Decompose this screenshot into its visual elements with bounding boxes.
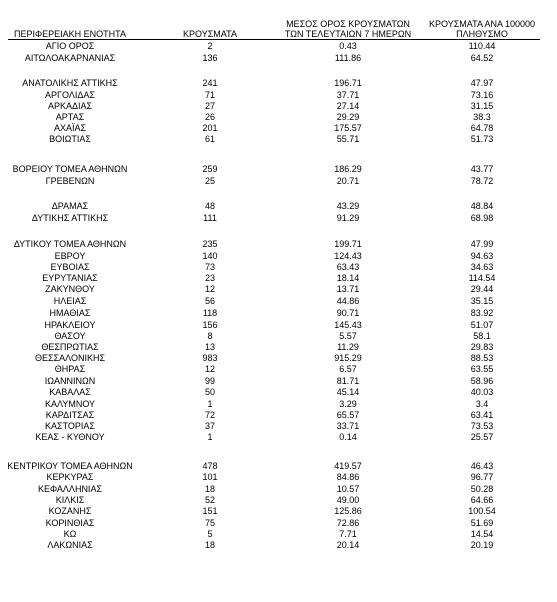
table-row	[0, 540, 557, 551]
cases-cell: 151	[202, 506, 218, 516]
cases-cell: 75	[204, 518, 215, 528]
per100k-cell: 34.63	[470, 262, 494, 272]
per100k-cell: 51.69	[470, 518, 494, 528]
avg7-cell: 55.71	[336, 134, 360, 144]
per100k-cell: 58.1	[473, 331, 491, 341]
region-cell: ΚΕΦΑΛΛΗΝΙΑΣ	[37, 484, 103, 494]
cases-cell: 156	[202, 320, 218, 330]
table-row	[0, 399, 557, 410]
cases-cell: 73	[204, 262, 215, 272]
avg7-cell: 37.71	[336, 90, 360, 100]
per100k-cell: 58.96	[470, 376, 494, 386]
avg7-cell: 0.14	[339, 432, 357, 442]
avg7-cell: 5.57	[339, 331, 357, 341]
table-row	[0, 134, 557, 145]
region-cell: ΔΥΤΙΚΟΥ ΤΟΜΕΑ ΑΘΗΝΩΝ	[13, 239, 127, 249]
region-cell: ΘΕΣΣΑΛΟΝΙΚΗΣ	[34, 353, 106, 363]
table-row	[0, 461, 557, 472]
header-region: ΠΕΡΙΦΕΡΕΙΑΚΗ ΕΝΟΤΗΤΑ	[13, 29, 127, 39]
per100k-cell: 29.44	[470, 284, 494, 294]
per100k-cell: 73.16	[470, 90, 494, 100]
per100k-cell: 114.54	[468, 273, 496, 283]
region-cell: ΛΑΚΩΝΙΑΣ	[47, 540, 93, 550]
region-cell: ΚΟΖΑΝΗΣ	[48, 506, 92, 516]
cases-cell: 136	[202, 53, 218, 63]
table-row	[0, 342, 557, 353]
table-row	[0, 308, 557, 319]
region-cell: ΚΑΒΑΛΑΣ	[49, 387, 91, 397]
cases-cell: 37	[204, 421, 215, 431]
region-cell: ΚΕΝΤΡΙΚΟΥ ΤΟΜΕΑ ΑΘΗΝΩΝ	[7, 461, 133, 471]
per100k-cell: 94.63	[470, 251, 494, 261]
region-cell: ΑΙΤΩΛΟΑΚΑΡΝΑΝΙΑΣ	[24, 53, 116, 63]
per100k-cell: 50.28	[470, 484, 494, 494]
region-cell: ΘΕΣΠΡΩΤΙΑΣ	[41, 342, 99, 352]
region-cell: ΔΥΤΙΚΗΣ ΑΤΤΙΚΗΣ	[31, 213, 109, 223]
avg7-cell: 124.43	[334, 251, 362, 261]
region-cell: ΚΙΛΚΙΣ	[55, 495, 85, 505]
region-cell: ΚΟΡΙΝΘΙΑΣ	[45, 518, 95, 528]
per100k-cell: 29.83	[470, 342, 494, 352]
table-row	[0, 273, 557, 284]
per100k-cell: 48.84	[470, 201, 494, 211]
per100k-cell: 64.52	[470, 53, 494, 63]
avg7-cell: 199.71	[334, 239, 362, 249]
region-cell: ΑΓΙΟ ΟΡΟΣ	[45, 41, 95, 51]
cases-cell: 52	[204, 495, 215, 505]
table-row	[0, 251, 557, 262]
per100k-cell: 96.77	[470, 472, 494, 482]
table-row	[0, 284, 557, 295]
cases-cell: 61	[204, 134, 215, 144]
table-row	[0, 112, 557, 123]
cases-cell: 99	[204, 376, 215, 386]
avg7-cell: 125.86	[334, 506, 362, 516]
avg7-cell: 44.86	[336, 296, 360, 306]
region-cell: ΖΑΚΥΝΘΟΥ	[45, 284, 95, 294]
cases-cell: 101	[202, 472, 218, 482]
cases-cell: 27	[204, 101, 215, 111]
cases-cell: 12	[204, 284, 215, 294]
avg7-cell: 81.71	[336, 376, 360, 386]
table-row	[0, 164, 557, 175]
table-row	[0, 331, 557, 342]
cases-cell: 18	[204, 540, 215, 550]
per100k-cell: 31.15	[470, 101, 494, 111]
per100k-cell: 47.99	[470, 239, 494, 249]
header-per100k-line2: ΠΛΗΘΥΣΜΟ	[456, 29, 508, 39]
per100k-cell: 64.78	[470, 123, 494, 133]
per100k-cell: 43.77	[470, 164, 494, 174]
region-cell: ΑΧΑΪΑΣ	[53, 123, 87, 133]
region-cell: ΙΩΑΝΝΙΝΩΝ	[44, 376, 96, 386]
per100k-cell: 25.57	[470, 432, 494, 442]
table-row	[0, 101, 557, 112]
region-cell: ΒΟΙΩΤΙΑΣ	[49, 134, 91, 144]
cases-cell: 5	[207, 529, 213, 539]
table-row	[0, 296, 557, 307]
table-row	[0, 123, 557, 134]
avg7-cell: 10.57	[336, 484, 360, 494]
per100k-cell: 83.92	[470, 308, 494, 318]
cases-cell: 259	[202, 164, 218, 174]
cases-cell: 48	[204, 201, 215, 211]
cases-cell: 118	[202, 308, 218, 318]
cases-cell: 983	[202, 353, 218, 363]
header-cases: ΚΡΟΥΣΜΑΤΑ	[183, 29, 237, 39]
region-cell: ΘΑΣΟΥ	[54, 331, 86, 341]
avg7-cell: 91.29	[336, 213, 360, 223]
avg7-cell: 72.86	[336, 518, 360, 528]
avg7-cell: 3.29	[339, 399, 357, 409]
table-row	[0, 213, 557, 224]
table-row	[0, 90, 557, 101]
region-cell: ΚΩ	[63, 529, 77, 539]
avg7-cell: 20.71	[336, 176, 360, 186]
region-cell: ΚΕΡΚΥΡΑΣ	[46, 472, 94, 482]
region-cell: ΑΡΚΑΔΙΑΣ	[47, 101, 93, 111]
avg7-cell: 175.57	[334, 123, 362, 133]
table-row	[0, 262, 557, 273]
cases-cell: 13	[204, 342, 215, 352]
cases-cell: 23	[204, 273, 215, 283]
table-row	[0, 78, 557, 89]
region-cell: ΗΡΑΚΛΕΙΟΥ	[44, 320, 96, 330]
avg7-cell: 915.29	[334, 353, 362, 363]
table-row	[0, 506, 557, 517]
region-cell: ΒΟΡΕΙΟΥ ΤΟΜΕΑ ΑΘΗΝΩΝ	[12, 164, 128, 174]
avg7-cell: 63.43	[336, 262, 360, 272]
cases-cell: 18	[204, 484, 215, 494]
table-row	[0, 472, 557, 483]
region-cell: ΗΛΕΙΑΣ	[53, 296, 87, 306]
header-rule	[8, 39, 540, 40]
table-row	[0, 529, 557, 540]
per100k-cell: 73.53	[470, 421, 494, 431]
cases-cell: 12	[204, 364, 215, 374]
avg7-cell: 20.14	[336, 540, 360, 550]
per100k-cell: 100.54	[468, 506, 496, 516]
avg7-cell: 65.57	[336, 410, 360, 420]
cases-cell: 2	[207, 41, 213, 51]
table-row	[0, 421, 557, 432]
region-cell: ΑΝΑΤΟΛΙΚΗΣ ΑΤΤΙΚΗΣ	[22, 78, 118, 88]
per100k-cell: 68.98	[470, 213, 494, 223]
table-row	[0, 353, 557, 364]
cases-cell: 235	[202, 239, 218, 249]
cases-cell: 50	[204, 387, 215, 397]
cases-cell: 8	[207, 331, 213, 341]
avg7-cell: 43.29	[336, 201, 360, 211]
avg7-cell: 0.43	[339, 41, 357, 51]
region-cell: ΓΡΕΒΕΝΩΝ	[45, 176, 95, 186]
avg7-cell: 145.43	[334, 320, 362, 330]
cases-cell: 478	[202, 461, 218, 471]
per100k-cell: 35.15	[470, 296, 494, 306]
per100k-cell: 78.72	[470, 176, 494, 186]
table-row	[0, 484, 557, 495]
avg7-cell: 29.29	[336, 112, 360, 122]
cases-cell: 71	[204, 90, 215, 100]
avg7-cell: 49.00	[336, 495, 360, 505]
avg7-cell: 84.86	[336, 472, 360, 482]
table-row	[0, 495, 557, 506]
per100k-cell: 88.53	[470, 353, 494, 363]
avg7-cell: 33.71	[336, 421, 360, 431]
region-cell: ΚΑΣΤΟΡΙΑΣ	[45, 421, 95, 431]
per100k-cell: 40.03	[470, 387, 494, 397]
avg7-cell: 18.14	[336, 273, 360, 283]
table-row	[0, 41, 557, 52]
per100k-cell: 3.4	[475, 399, 489, 409]
per100k-cell: 63.55	[470, 364, 494, 374]
cases-cell: 140	[202, 251, 218, 261]
avg7-cell: 90.71	[336, 308, 360, 318]
per100k-cell: 20.19	[470, 540, 494, 550]
table-row	[0, 364, 557, 375]
cases-cell: 72	[204, 410, 215, 420]
cases-cell: 1	[207, 399, 213, 409]
table-row	[0, 387, 557, 398]
avg7-cell: 111.86	[334, 53, 362, 63]
cases-cell: 201	[202, 123, 218, 133]
per100k-cell: 47.97	[470, 78, 494, 88]
table-row	[0, 410, 557, 421]
table-row	[0, 432, 557, 443]
per100k-cell: 64.66	[470, 495, 494, 505]
per100k-cell: 14.54	[470, 529, 494, 539]
avg7-cell: 196.71	[334, 78, 362, 88]
table-row	[0, 53, 557, 64]
cases-cell: 111	[203, 213, 217, 223]
region-cell: ΘΗΡΑΣ	[54, 364, 86, 374]
cases-cell: 25	[204, 176, 215, 186]
cases-cell: 26	[204, 112, 215, 122]
avg7-cell: 11.29	[337, 342, 359, 352]
avg7-cell: 13.71	[336, 284, 360, 294]
header-avg-line1: ΜΕΣΟΣ ΟΡΟΣ ΚΡΟΥΣΜΑΤΩΝ	[286, 19, 410, 29]
avg7-cell: 186.29	[334, 164, 362, 174]
per100k-cell: 46.43	[470, 461, 494, 471]
avg7-cell: 419.57	[334, 461, 362, 471]
avg7-cell: 7.71	[339, 529, 357, 539]
table-row	[0, 518, 557, 529]
avg7-cell: 6.57	[339, 364, 357, 374]
cases-cell: 1	[207, 432, 213, 442]
region-cell: ΚΑΛΥΜΝΟΥ	[44, 399, 96, 409]
region-cell: ΚΑΡΔΙΤΣΑΣ	[45, 410, 95, 420]
table-row	[0, 239, 557, 250]
per100k-cell: 110.44	[468, 41, 496, 51]
avg7-cell: 27.14	[336, 101, 360, 111]
header-avg-7-days	[282, 19, 414, 39]
per100k-cell: 38.3	[473, 112, 491, 122]
region-cell: ΚΕΑΣ - ΚΥΘΝΟΥ	[35, 432, 105, 442]
table-row	[0, 320, 557, 331]
per100k-cell: 51.07	[470, 320, 494, 330]
region-cell: ΗΜΑΘΙΑΣ	[49, 308, 91, 318]
cases-cell: 56	[204, 296, 215, 306]
header-avg-line2: ΤΩΝ ΤΕΛΕΥΤΑΙΩΝ 7 ΗΜΕΡΩΝ	[284, 29, 412, 39]
header-per-100k	[418, 19, 546, 39]
table-row	[0, 376, 557, 387]
header-per100k-line1: ΚΡΟΥΣΜΑΤΑ ΑΝΑ 100000	[429, 19, 535, 29]
region-cell: ΕΥΡΥΤΑΝΙΑΣ	[42, 273, 98, 283]
region-cell: ΔΡΑΜΑΣ	[51, 201, 89, 211]
avg7-cell: 45.14	[336, 387, 360, 397]
table-row	[0, 201, 557, 212]
per100k-cell: 51.73	[470, 134, 494, 144]
table-row	[0, 176, 557, 187]
region-cell: ΑΡΤΑΣ	[55, 112, 85, 122]
region-cell: ΕΒΡΟΥ	[54, 251, 86, 261]
per100k-cell: 63.41	[470, 410, 494, 420]
cases-cell: 241	[202, 78, 218, 88]
region-cell: ΕΥΒΟΙΑΣ	[50, 262, 90, 272]
region-cell: ΑΡΓΟΛΙΔΑΣ	[45, 90, 95, 100]
